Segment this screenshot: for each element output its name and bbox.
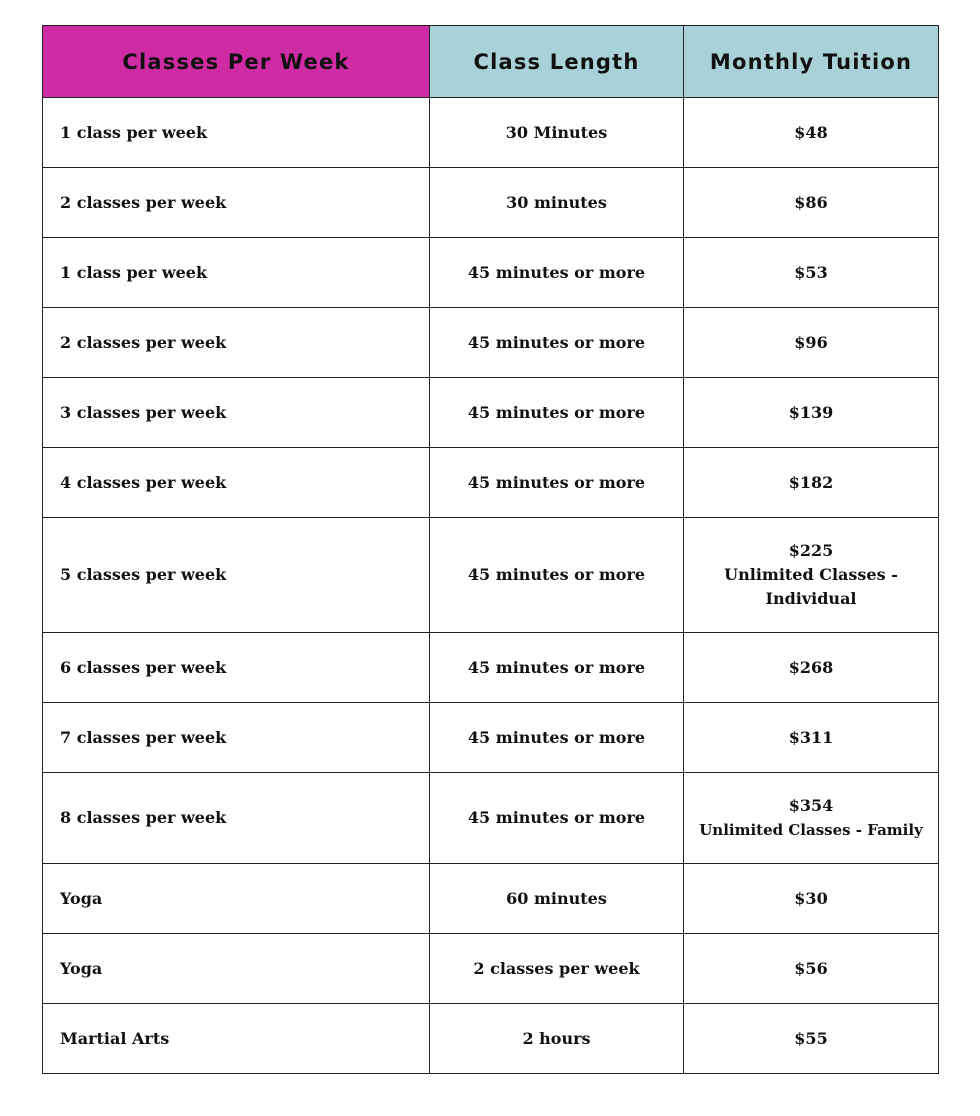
tuition-cell: $30 [684, 864, 939, 934]
table-row [43, 703, 939, 773]
length-cell: 2 classes per week [430, 934, 684, 1004]
length-cell: 45 minutes or more [430, 378, 684, 448]
header-class-length: Class Length [430, 26, 684, 98]
classes-cell: 2 classes per week [43, 308, 430, 378]
classes-cell: 2 classes per week [43, 168, 430, 238]
tuition-price: $354 [788, 796, 834, 815]
table-row [43, 168, 939, 238]
length-cell: 60 minutes [430, 864, 684, 934]
classes-cell: 8 classes per week [43, 773, 430, 864]
classes-cell: 5 classes per week [43, 518, 430, 633]
tuition-note: Unlimited Classes - Family [699, 821, 923, 839]
length-cell: 45 minutes or more [430, 703, 684, 773]
classes-cell: 7 classes per week [43, 703, 430, 773]
tuition-table [42, 25, 939, 1074]
length-cell: 2 hours [430, 1004, 684, 1074]
table-row [43, 308, 939, 378]
tuition-cell: $182 [684, 448, 939, 518]
length-cell: 45 minutes or more [430, 633, 684, 703]
tuition-cell: $139 [684, 378, 939, 448]
tuition-note: Unlimited Classes - Individual [724, 565, 898, 608]
length-cell: 45 minutes or more [430, 238, 684, 308]
classes-cell: 1 class per week [43, 98, 430, 168]
table-row [43, 1004, 939, 1074]
classes-cell: Martial Arts [43, 1004, 430, 1074]
length-cell: 45 minutes or more [430, 773, 684, 864]
classes-cell: 1 class per week [43, 238, 430, 308]
length-cell: 45 minutes or more [430, 448, 684, 518]
classes-cell: 6 classes per week [43, 633, 430, 703]
table-row [43, 98, 939, 168]
table-row [43, 448, 939, 518]
classes-cell: 4 classes per week [43, 448, 430, 518]
length-cell: 45 minutes or more [430, 308, 684, 378]
header-classes-per-week: Classes Per Week [43, 26, 430, 98]
table-row [43, 934, 939, 1004]
tuition-cell: $53 [684, 238, 939, 308]
tuition-cell: $86 [684, 168, 939, 238]
classes-cell: Yoga [43, 934, 430, 1004]
table-row [43, 378, 939, 448]
tuition-cell [684, 518, 939, 633]
table-row [43, 633, 939, 703]
tuition-cell: $56 [684, 934, 939, 1004]
tuition-cell: $96 [684, 308, 939, 378]
table-row [43, 238, 939, 308]
header-monthly-tuition: Monthly Tuition [684, 26, 939, 98]
tuition-cell: $48 [684, 98, 939, 168]
tuition-cell: $268 [684, 633, 939, 703]
length-cell: 30 minutes [430, 168, 684, 238]
table-row [43, 773, 939, 864]
classes-cell: Yoga [43, 864, 430, 934]
tuition-cell: $55 [684, 1004, 939, 1074]
table-row [43, 518, 939, 633]
tuition-price: $225 [788, 541, 834, 560]
length-cell: 30 Minutes [430, 98, 684, 168]
classes-cell: 3 classes per week [43, 378, 430, 448]
tuition-cell [684, 773, 939, 864]
table-row [43, 864, 939, 934]
length-cell: 45 minutes or more [430, 518, 684, 633]
tuition-cell: $311 [684, 703, 939, 773]
header-row [43, 26, 939, 98]
